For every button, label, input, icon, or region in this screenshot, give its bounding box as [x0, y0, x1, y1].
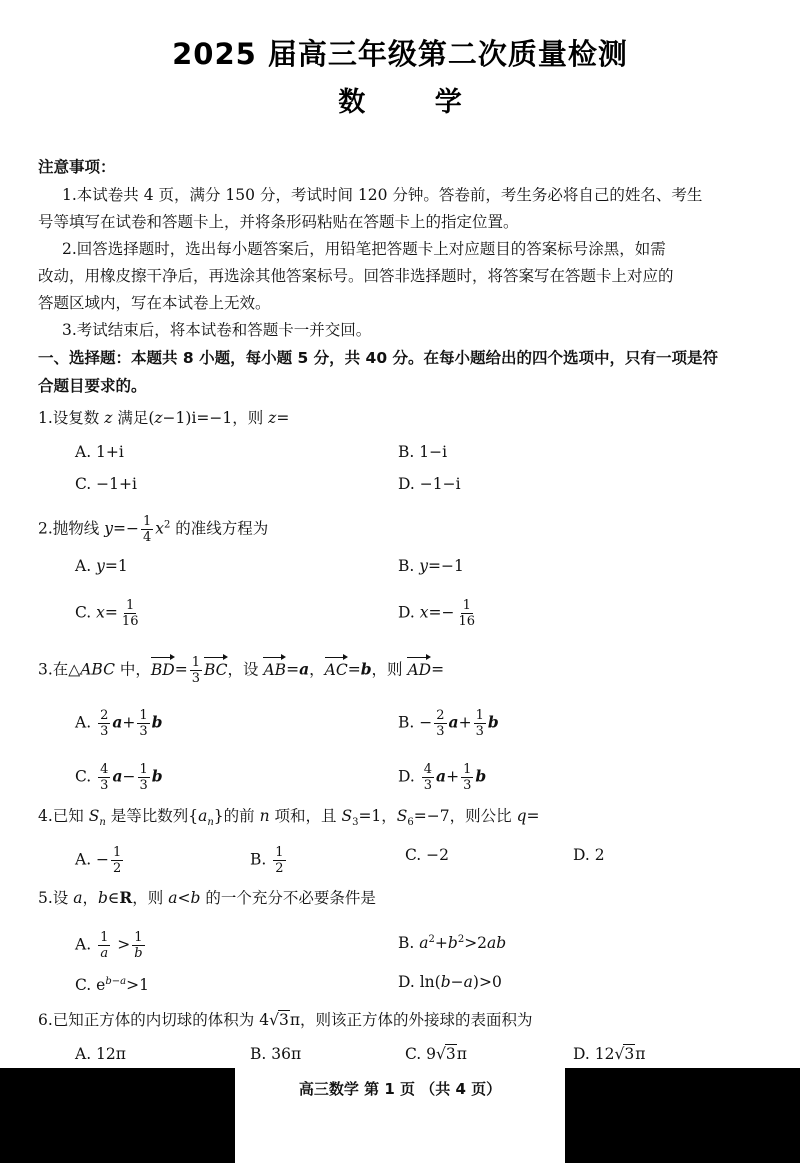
question-2-stem: 2.抛物线 y=− $\frac{1}{4}$ $x^2$ 的准线方程为 [38, 514, 269, 545]
q1-option-b: B. 1−i [398, 443, 448, 461]
notice-item-2a: 2.回答选择题时，选出每小题答案后，用铅笔把答题卡上对应题目的答案标号涂黑，如需 [62, 240, 666, 258]
notice-item-2b: 改动，用橡皮擦干净后，再选涂其他答案标号。回答非选择题时，将答案写在答题卡上对应的 [38, 267, 674, 285]
q5-option-a: A. $\frac{1}{a}$ > $\frac{1}{b}$ [75, 930, 143, 961]
exam-subject: 数 学 [338, 87, 492, 118]
q2-option-c: C. x= $\frac{1}{16}$ [75, 598, 139, 629]
q5-option-b: B. $a^2+b^2>2ab$ [398, 934, 507, 953]
notice-item-3: 3.考试结束后，将本试卷和答题卡一并交回。 [62, 321, 372, 339]
q2-option-b: B. y=−1 [398, 557, 464, 575]
exam-title: 2025 届高三年级第二次质量检测 [172, 37, 628, 71]
q5-option-c: C. $e^{b-a}>1$ [75, 976, 149, 995]
notice-item-1a: 1.本试卷共 4 页，满分 150 分，考试时间 120 分钟。答卷前，考生务必将自己的姓名、考生 [62, 186, 703, 204]
q4-option-c: C. −2 [405, 846, 450, 864]
section-heading-1: 一、选择题：本题共 8 小题，每小题 5 分，共 40 分。在每小题给出的四个选项中，只有一项是符 [38, 349, 719, 367]
notice-heading: 注意事项： [38, 158, 116, 176]
q2-option-a: A. y=1 [75, 557, 128, 575]
q6-option-c: C. 9√3π [405, 1045, 467, 1063]
question-6-stem: 6.已知正方体的内切球的体积为 4√3π，则该正方体的外接球的表面积为 [38, 1011, 533, 1029]
question-1-stem: 1.设复数 z 满足(z−1)i=−1，则 z= [38, 409, 290, 427]
q4-option-b: B. $\frac{1}{2}$ [250, 845, 284, 876]
q4-option-d: D. 2 [573, 846, 605, 864]
question-4-stem: 4.已知 $S_n$ 是等比数列$\{a_n\}$的前 n 项和，且 $S_3=1$，$S_6=-7$，则公比 q= [38, 807, 540, 829]
q6-option-a: A. 12π [75, 1045, 126, 1063]
q3-option-b: B. − $\frac{2}{3}$ a+ $\frac{1}{3}$ b [398, 708, 499, 739]
q1-option-a: A. 1+i [75, 443, 124, 461]
q1-option-d: D. −1−i [398, 475, 461, 493]
q3-option-c: C. $\frac{4}{3}$ a− $\frac{1}{3}$ b [75, 762, 163, 793]
question-5-stem: 5.设 a，b∈R，则 a<b 的一个充分不必要条件是 [38, 888, 376, 907]
q2-option-d: D. x=− $\frac{1}{16}$ [398, 598, 476, 629]
q3-option-d: D. $\frac{4}{3}$ a+ $\frac{1}{3}$ b [398, 762, 487, 793]
q3-option-a: A. $\frac{2}{3}$ a+ $\frac{1}{3}$ b [75, 708, 163, 739]
notice-item-1b: 号等填写在试卷和答题卡上，并将条形码粘贴在答题卡上的指定位置。 [38, 213, 519, 231]
q5-option-d: D. ln(b−a)>0 [398, 973, 502, 991]
section-heading-2: 合题目要求的。 [38, 377, 147, 395]
q6-option-b: B. 36π [250, 1045, 302, 1063]
question-3-stem: 3.在△ABC 中，BD= $\frac{1}{3}$ BC，设 AB=a，AC=b，则 AD= [38, 655, 445, 686]
q6-option-d: D. 12√3π [573, 1045, 646, 1063]
q1-option-c: C. −1+i [75, 475, 137, 493]
q4-option-a: A. − $\frac{1}{2}$ [75, 845, 122, 876]
page-footer: 高三数学 第 1 页 （共 4 页） [298, 1080, 502, 1098]
notice-item-2c: 答题区域内，写在本试卷上无效。 [38, 294, 271, 312]
